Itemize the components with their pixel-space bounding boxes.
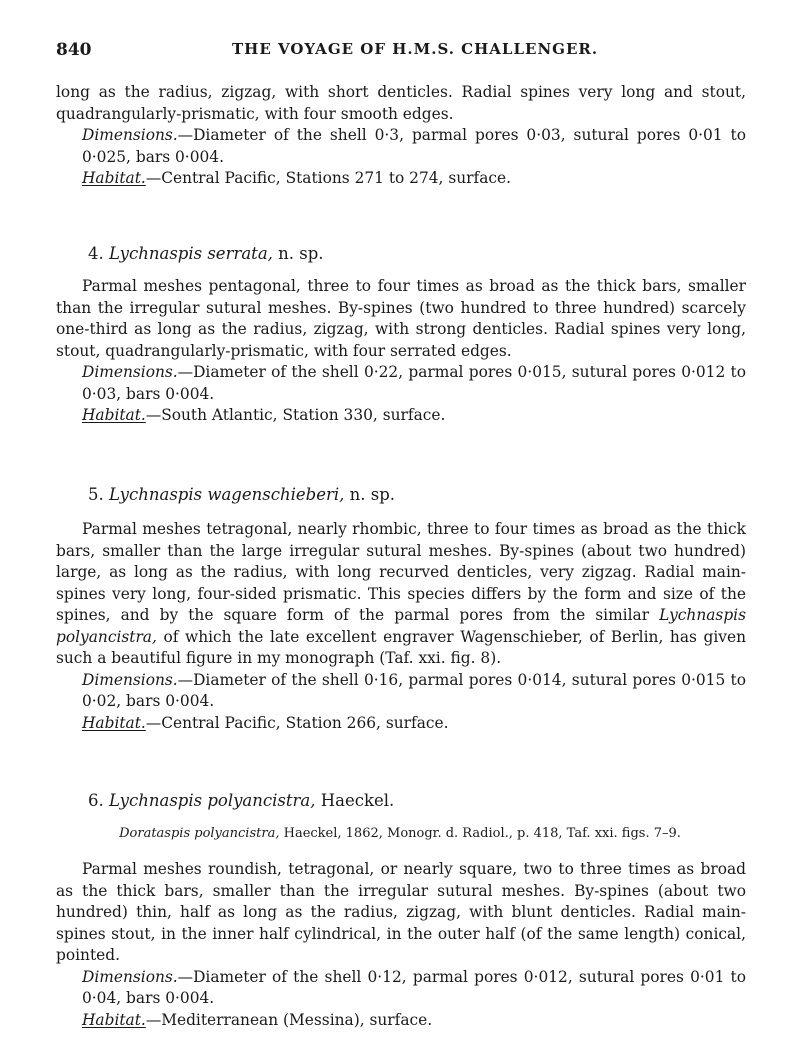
dimensions-text: —Diameter of the shell 0·22, parmal pores 0·015, sutural pores 0·012 to 0·03, bars 0·004. bbox=[82, 363, 746, 403]
habitat-text: —Central Pacific, Station 266, surface. bbox=[145, 713, 449, 732]
running-title: THE VOYAGE OF H.M.S. CHALLENGER. bbox=[232, 40, 599, 58]
page-number: 840 bbox=[56, 40, 92, 60]
species-name: Lychnaspis wagenschieberi, bbox=[109, 485, 345, 504]
species-number: 5. bbox=[88, 485, 104, 504]
species-heading bbox=[88, 791, 394, 810]
habitat-text: —Central Pacific, Stations 271 to 274, surface. bbox=[145, 169, 511, 187]
species-block bbox=[56, 859, 746, 1031]
species-name: Lychnaspis polyancistra, bbox=[109, 791, 316, 810]
dimensions-label: Dimensions. bbox=[82, 670, 178, 689]
habitat-paragraph bbox=[56, 1010, 746, 1032]
continuation-block bbox=[56, 82, 746, 190]
species-number: 6. bbox=[88, 791, 104, 810]
species-block bbox=[56, 519, 746, 734]
habitat-text: —South Atlantic, Station 330, surface. bbox=[145, 406, 446, 424]
dimensions-paragraph bbox=[56, 967, 746, 1010]
species-authority: n. sp. bbox=[349, 485, 396, 504]
dimensions-text: —Diameter of the shell 0·16, parmal pores 0·014, sutural pores 0·015 to 0·02, bars 0·004. bbox=[82, 670, 746, 710]
dimensions-paragraph bbox=[56, 125, 746, 168]
species-description: Parmal meshes pentagonal, three to four times as broad as the thick bars, smaller than the irregular sutural meshes. By-spines (two hundred to three hundred) scarcely one-third as long as the radius, zigzag, with strong denticles. Radial spines very long, stout, quadrangularly-prismatic, with four serrated edges. bbox=[56, 277, 746, 360]
synonym-reference: Haeckel, 1862, Monogr. d. Radiol., p. 418, Taf. xxi. figs. 7–9. bbox=[283, 826, 681, 841]
description-italic: Lychnaspis polyancistra, bbox=[56, 606, 746, 646]
dimensions-text: —Diameter of the shell 0·12, parmal pores 0·012, sutural pores 0·01 to 0·04, bars 0·004. bbox=[82, 967, 746, 1007]
continuation-text: long as the radius, zigzag, with short denticles. Radial spines very long and stout, quadrangularly-prismatic, with four smooth edges. bbox=[56, 83, 746, 123]
species-description bbox=[56, 519, 746, 670]
species-block bbox=[56, 276, 746, 427]
dimensions-paragraph bbox=[56, 670, 746, 713]
habitat-paragraph bbox=[56, 168, 746, 190]
dimensions-label: Dimensions. bbox=[82, 967, 178, 986]
habitat-paragraph bbox=[56, 405, 746, 427]
habitat-label: Habitat. bbox=[82, 1010, 146, 1029]
habitat-label: Habitat. bbox=[82, 713, 146, 732]
species-authority: Haeckel. bbox=[320, 791, 395, 810]
species-name: Lychnaspis serrata, bbox=[109, 244, 273, 263]
dimensions-label: Dimensions. bbox=[82, 126, 178, 144]
habitat-text: —Mediterranean (Messina), surface. bbox=[145, 1010, 433, 1029]
species-authority: n. sp. bbox=[278, 244, 324, 263]
dimensions-text: —Diameter of the shell 0·3, parmal pores 0·03, sutural pores 0·01 to 0·025, bars 0·004. bbox=[82, 126, 746, 166]
species-heading bbox=[88, 485, 395, 504]
dimensions-label: Dimensions. bbox=[82, 363, 178, 381]
species-heading bbox=[88, 244, 324, 263]
description-text: Parmal meshes tetragonal, nearly rhombic, three to four times as broad as the thick bars, smaller than the large irregular sutural meshes. By-spines (about two hundred) large, as long as the radius, with long recurved denticles, very zigzag. Radial main-spines very long, four-sided prismatic. This species differs by the form and size of the spines, and by the square form of the parmal pores from the similar bbox=[56, 520, 746, 624]
description-text: of which the late excellent engraver Wagenschieber, of Berlin, has given such a beautiful figure in my monograph (Taf. xxi. fig. 8). bbox=[56, 627, 746, 667]
habitat-label: Habitat. bbox=[82, 406, 146, 424]
synonym-citation bbox=[0, 826, 800, 841]
dimensions-paragraph bbox=[56, 362, 746, 405]
habitat-label: Habitat. bbox=[82, 169, 146, 187]
synonym-name: Dorataspis polyancistra, bbox=[119, 826, 280, 841]
species-number: 4. bbox=[88, 244, 104, 263]
habitat-paragraph bbox=[56, 713, 746, 735]
species-description: Parmal meshes roundish, tetragonal, or nearly square, two to three times as broad as the thick bars, smaller than the irregular sutural meshes. By-spines (about two hundred) thin, half as long as the radius, zigzag, with blunt denticles. Radial main-spines stout, in the inner half cylindrical, in the outer half (of the same length) conical, pointed. bbox=[56, 860, 746, 964]
